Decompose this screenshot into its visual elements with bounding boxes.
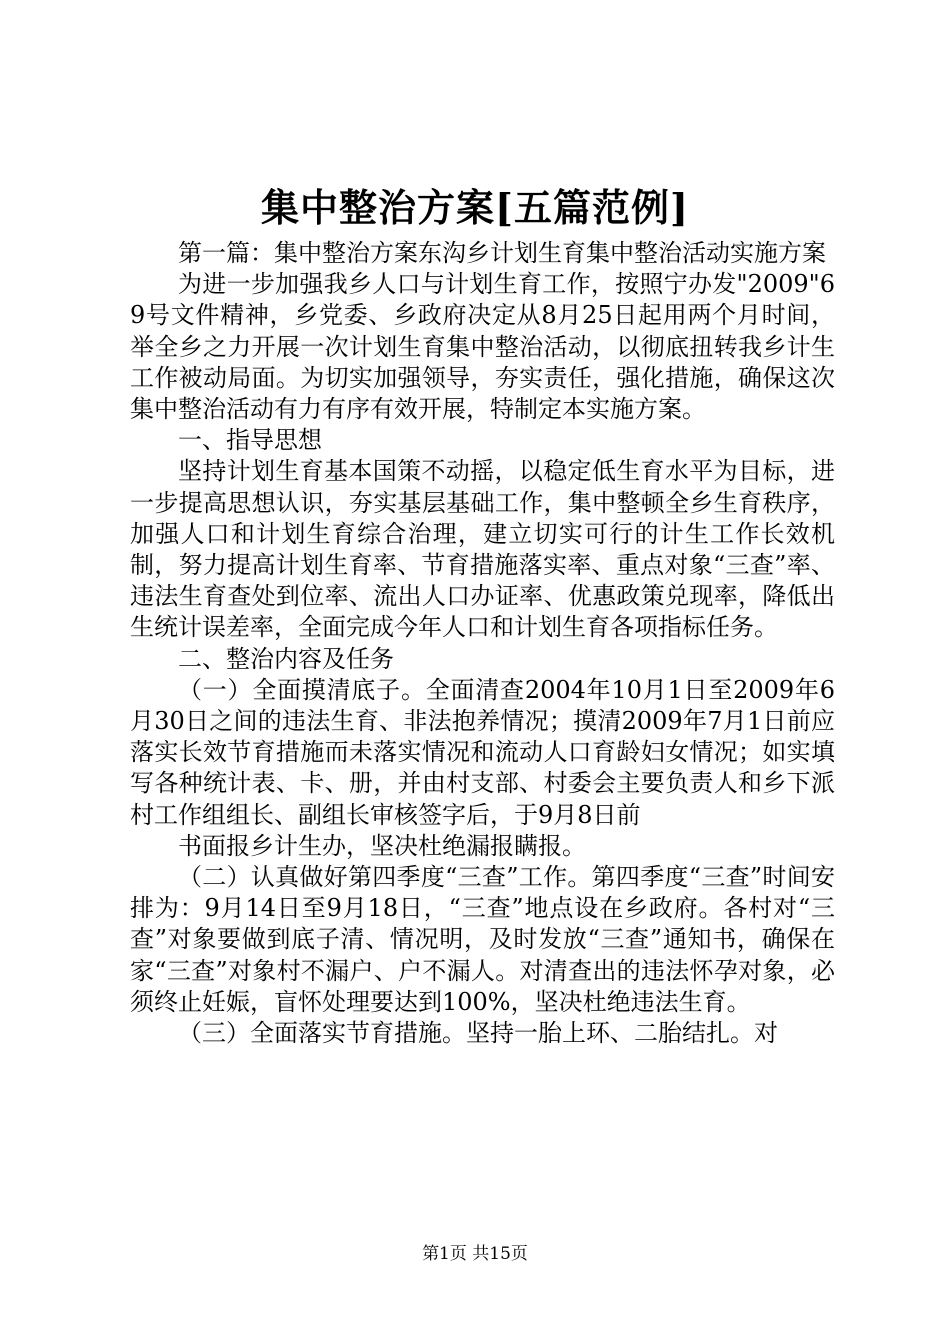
paragraph: （三）全面落实节育措施。坚持一胎上环、二胎结扎。对 <box>178 1019 778 1048</box>
paragraph: 坚持计划生育基本国策不动摇，以稳定低生育水平为目标，进一步提高思想认识，夯实基层基础工作，集中整顿全乡生育秩序，加强人口和计划生育综合治理，建立切实可行的计生工作长效机制，努力提高计划生育率、节育措施落实率、重点对象“三查”率、违法生育查处到位率、流出人口办证率、优惠政策兑现率，降低出生统计误差率，全面完成今年人口和计划生育各项指标任务。 <box>130 457 835 642</box>
section-heading: 一、指导思想 <box>178 426 322 455</box>
document-body <box>130 238 835 1049</box>
paragraph: 为进一步加强我乡人口与计划生育工作，按照宁办发"2009"69号文件精神，乡党委、乡政府决定从8月25日起用两个月时间，举全乡之力开展一次计划生育集中整治活动，以彻底扭转我乡计生工作被动局面。为切实加强领导，夯实责任，强化措施，确保这次集中整治活动有力有序有效开展，特制定本实施方案。 <box>130 270 835 424</box>
paragraph: 第一篇：集中整治方案东沟乡计划生育集中整治活动实施方案 <box>178 239 826 267</box>
paragraph: （二）认真做好第四季度“三查”工作。第四季度“三查”时间安排为：9月14日至9月18日，“三查”地点设在乡政府。各村对“三查”对象要做到底子清、情况明，及时发放“三查”通知书，确保在家“三查”对象村不漏户、户不漏人。对清查出的违法怀孕对象，必须终止妊娠，盲怀处理要达到100%，坚决杜绝违法生育。 <box>130 863 835 1016</box>
document-title: 集中整治方案[五篇范例] <box>261 185 689 230</box>
paragraph: （一）全面摸清底子。全面清查2004年10月1日至2009年6月30日之间的违法生育、非法抱养情况；摸清2009年7月1日前应落实长效节育措施而未落实情况和流动人口育龄妇女情况；如实填写各种统计表、卡、册，并由村支部、村委会主要负责人和乡下派村工作组组长、副组长审核签字后，于9月8日前 <box>130 675 835 829</box>
page-footer: 第1页 共15页 <box>422 1244 528 1264</box>
section-heading: 二、整治内容及任务 <box>178 644 394 673</box>
paragraph: 书面报乡计生办，坚决杜绝漏报瞒报。 <box>178 831 586 860</box>
